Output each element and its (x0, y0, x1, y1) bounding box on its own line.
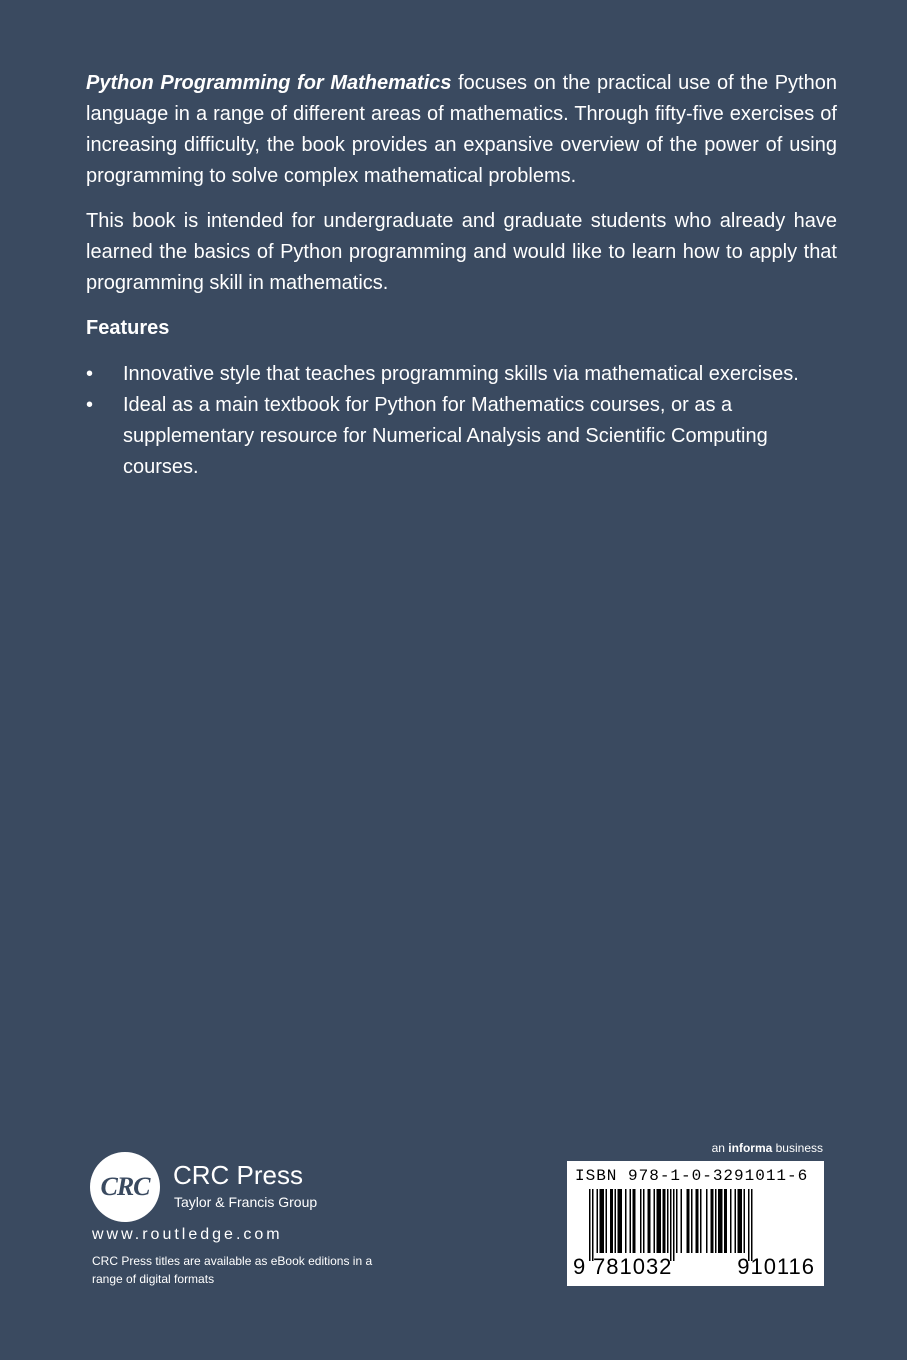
isbn-barcode (567, 1161, 824, 1286)
barcode-bar (625, 1189, 627, 1253)
barcode-bar (606, 1189, 608, 1253)
barcode-bar (738, 1189, 743, 1253)
barcode-bar (610, 1189, 613, 1253)
barcode-bar (640, 1189, 642, 1253)
barcode-bar (589, 1189, 591, 1261)
informa-suffix: business (772, 1141, 823, 1155)
barcode-bar (724, 1189, 727, 1253)
feature-item (86, 359, 837, 390)
features-heading: Features (86, 317, 170, 339)
barcode-bar (600, 1189, 605, 1253)
feature-text: Ideal as a main textbook for Python for Mathematics courses, or as a supplementary resource for Numerical Analysis and Scientific Computing courses. (123, 394, 768, 478)
publisher-group: Taylor & Francis Group (174, 1194, 318, 1210)
bullet-icon: • (86, 394, 94, 416)
informa-prefix: an (711, 1141, 729, 1155)
feature-text: Innovative style that teaches programming skills via mathematical exercises. (123, 363, 799, 385)
bullet-icon: • (86, 363, 94, 385)
barcode-bars (589, 1189, 815, 1261)
barcode-bar (748, 1189, 750, 1261)
barcode-bar (657, 1189, 662, 1253)
barcode-bar (751, 1189, 753, 1261)
barcode-bar (633, 1189, 636, 1253)
description-paragraph-1 (86, 68, 837, 192)
barcode-bar (643, 1189, 645, 1253)
barcode-bar (663, 1189, 666, 1253)
isbn-label: ISBN 978-1-0-3291011-6 (575, 1167, 809, 1185)
barcode-bar (676, 1189, 678, 1253)
barcode-bar (687, 1189, 690, 1253)
barcode-bar (691, 1189, 693, 1253)
barcode-bar (696, 1189, 699, 1253)
barcode-bar (715, 1189, 717, 1253)
barcode-left-group: 781032 (593, 1254, 673, 1279)
barcode-right-group: 910116 (737, 1254, 815, 1279)
back-cover-description (86, 68, 837, 483)
ebook-note: CRC Press titles are available as eBook editions in a range of digital formats (92, 1254, 373, 1286)
barcode-bar (615, 1189, 617, 1253)
publisher-website: www.routledge.com (92, 1226, 283, 1243)
description-paragraph-1-text: focuses on the practical use of the Python language in a range of different areas of mathematics. Through fifty-five exercises of increasing difficulty, the book provides an expansive overview of the power of using programming to solve complex mathematical problems. (86, 72, 837, 187)
crc-logo-icon: CRC (90, 1152, 160, 1222)
barcode-bar (597, 1189, 599, 1253)
barcode-bar (700, 1189, 702, 1253)
barcode-bar (630, 1189, 632, 1253)
barcode-bar (735, 1189, 737, 1253)
barcode-digit-groups (593, 1254, 815, 1280)
feature-item (86, 390, 837, 483)
barcode-bar (592, 1189, 594, 1261)
barcode-bar (667, 1189, 669, 1253)
informa-brand: informa (728, 1141, 773, 1155)
barcode-bar (670, 1189, 672, 1261)
barcode-bar (618, 1189, 623, 1253)
barcode-bar (730, 1189, 732, 1253)
barcode-bar (706, 1189, 708, 1253)
barcode-bar (711, 1189, 714, 1253)
features-list (86, 359, 837, 483)
barcode-bar (744, 1189, 746, 1253)
book-title: Python Programming for Mathematics (86, 72, 452, 94)
informa-tagline (712, 1141, 823, 1155)
description-paragraph-2: This book is intended for undergraduate and graduate students who already have learned the basics of Python programming and would like to learn how to apply that programming skill in mathematics. (86, 210, 837, 294)
barcode-bar (648, 1189, 651, 1253)
barcode-bar (654, 1189, 656, 1253)
publisher-name: CRC Press (173, 1160, 304, 1190)
barcode-bar (718, 1189, 723, 1253)
barcode-bar (673, 1189, 675, 1261)
barcode-lead-digit: 9 (573, 1254, 586, 1279)
barcode-bar (681, 1189, 683, 1253)
